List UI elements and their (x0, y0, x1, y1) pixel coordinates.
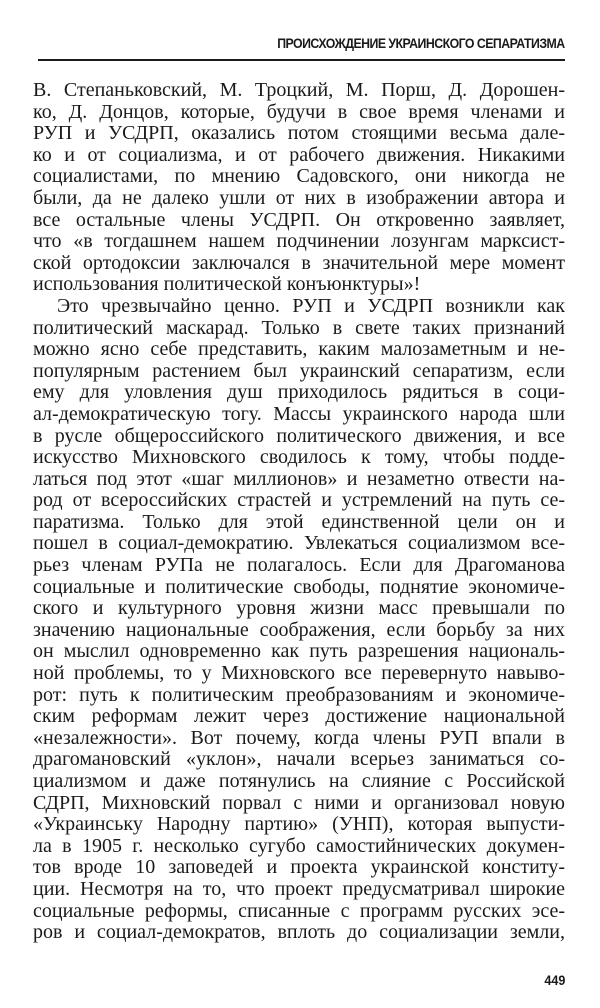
text-line: ции. Несмотря на то, что проект предусматривал широкие (33, 878, 565, 900)
text-line: ров и социал-демократов, вплоть до социализации земли, (33, 922, 565, 944)
text-line: социалистами, по мнению Садовского, они никогда не (33, 166, 565, 188)
text-line: ской ортодоксии заключался в значительной мере момент (33, 252, 565, 274)
text-line: рьез членам РУПа не полагалось. Если для Драгоманова (33, 555, 565, 577)
text-line: популярным растением был украинский сепаратизм, если (33, 360, 565, 382)
text-line: РУП и УСДРП, оказались потом стоящими весьма дале- (33, 123, 565, 145)
text-line: драгомановский «уклон», начали всерьез заниматься со- (33, 749, 565, 771)
text-line: значению национальные соображения, если борьбу за них (33, 619, 565, 641)
page-number: 449 (543, 972, 565, 988)
paragraph (33, 296, 565, 944)
text-line: он мыслил одновременно как путь разрешения националь- (33, 641, 565, 663)
body-text (33, 80, 565, 944)
text-line: искусство Михновского сводилось к тому, чтобы подде- (33, 447, 565, 469)
paragraph (33, 80, 565, 296)
text-line: использования политической конъюнктуры»! (33, 274, 421, 296)
text-line: ему для уловления душ приходилось рядиться в соци- (33, 382, 565, 404)
text-line: Это чрезвычайно ценно. РУП и УСДРП возникли как (57, 295, 565, 317)
text-line: рот: путь к политическим преобразованиям и экономиче- (33, 684, 565, 706)
text-line: ского и культурного уровня жизни масс превышали по (33, 598, 565, 620)
text-line: в русле общероссийского политического движения, и все (33, 425, 565, 447)
text-line: что «в тогдашнем нашем подчинении лозунгам марксист- (33, 231, 565, 253)
text-line: пошел в социал-демократию. Увлекаться социализмом все- (33, 533, 565, 555)
text-line: ко, Д. Донцов, которые, будучи в свое время членами и (33, 101, 565, 123)
text-line: были, да не далеко ушли от них в изображении автора и (33, 187, 565, 209)
text-line: политический маскарад. Только в свете таких признаний (33, 317, 565, 339)
text-line: В. Степаньковский, М. Троцкий, М. Порш, Д. Дорошен- (33, 80, 565, 101)
text-line: ским реформам лежит через достижение национальной (33, 706, 565, 728)
text-line: социальные реформы, списанные с программ русских эсе- (33, 900, 565, 922)
text-line: циализмом и даже потянулись на слияние с Российской (33, 771, 565, 792)
text-line: «Украинську Народну партию» (УНП), которая выпусти- (33, 814, 565, 836)
text-line: все остальные члены УСДРП. Он откровенно заявляет, (33, 209, 565, 231)
text-line: тов вроде 10 заповедей и проекта украинской конститу- (33, 857, 565, 879)
text-line: СДРП, Михновский порвал с ними и организовал новую (33, 792, 565, 814)
text-line: латься под этот «шаг миллионов» и незаметно отвести на- (33, 468, 565, 490)
text-line: ко и от социализма, и от рабочего движения. Никакими (33, 144, 565, 166)
running-head: ПРОИСХОЖДЕНИЕ УКРАИНСКОГО СЕПАРАТИЗМА (277, 35, 565, 51)
text-line: паратизма. Только для этой единственной цели он и (33, 511, 565, 533)
text-line: ла в 1905 г. несколько сугубо самостийнических докумен- (33, 835, 565, 857)
header-rule (38, 59, 565, 61)
text-line: род от всероссийских страстей и устремлений на путь се- (33, 490, 565, 512)
text-line: «незалежности». Вот почему, когда члены РУП впали в (33, 727, 565, 749)
text-line: ал-демократическую тогу. Массы украинского народа шли (33, 403, 565, 425)
text-line: можно ясно себе представить, каким малозаметным и не- (33, 339, 565, 361)
text-line: ной проблемы, то у Михновского все перевернуто навыво- (33, 663, 565, 685)
text-line: социальные и политические свободы, поднятие экономиче- (33, 576, 565, 598)
